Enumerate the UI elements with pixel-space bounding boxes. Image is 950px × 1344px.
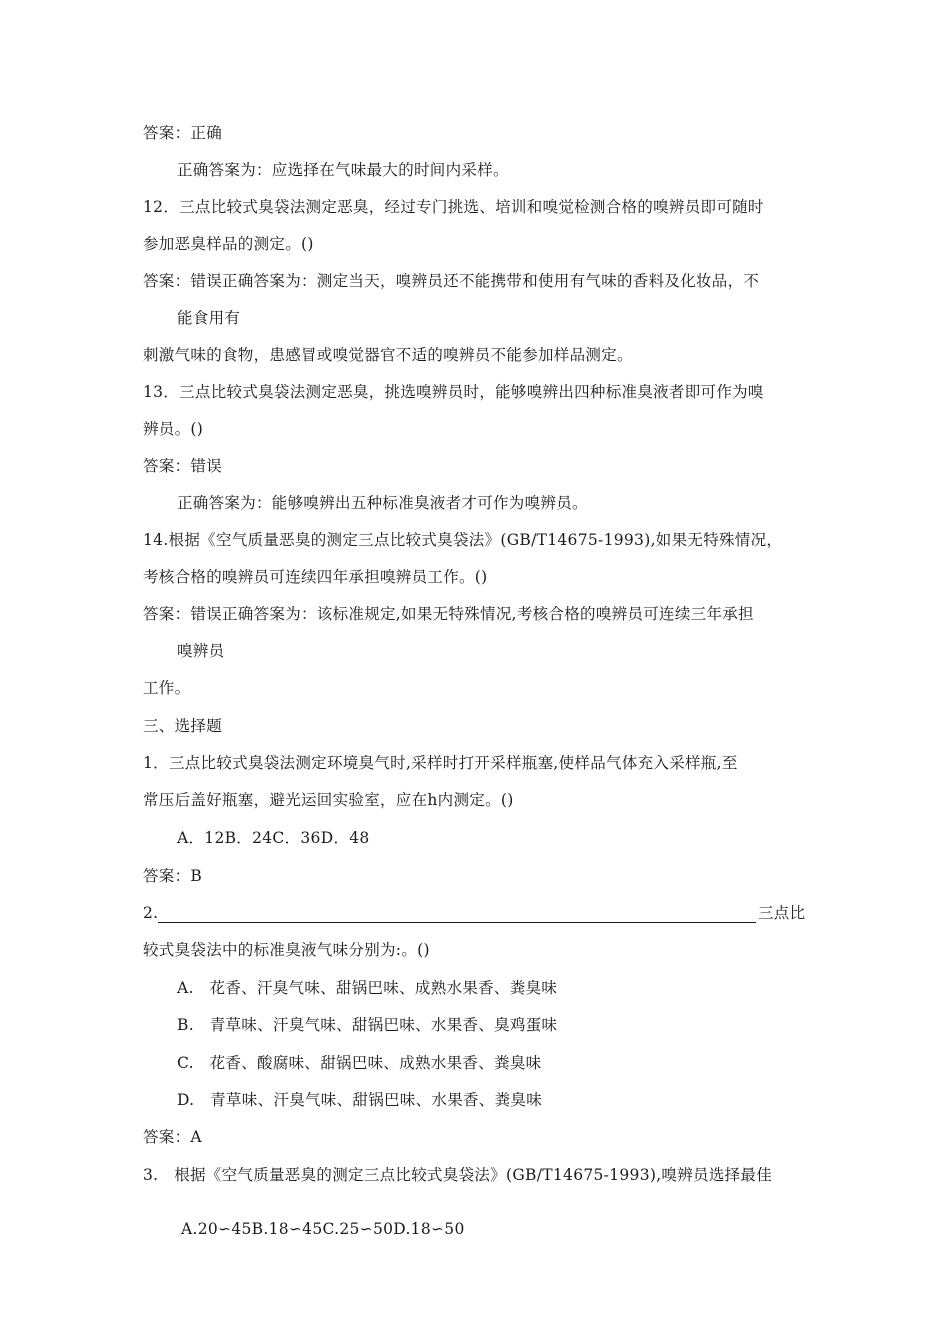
answer-line: 答案：A [143,1128,202,1146]
question-14-cont: 考核合格的嗅辨员可连续四年承担嗅辨员工作。() [143,568,488,586]
question-13: 13．三点比较式臭袋法测定恶臭，挑选嗅辨员时，能够嗅辨出四种标准臭液者即可作为嗅 [143,383,764,401]
question-2-cont: 较式臭袋法中的标准臭液气味分别为:。() [143,941,430,959]
question-2-text: 三点比 [758,904,806,922]
option-a: A. 花香、汗臭气味、甜锅巴味、成熟水果香、粪臭味 [177,979,558,997]
answer-line: 答案：错误正确答案为：测定当天，嗅辨员还不能携带和使用有气味的香料及化妆品，不 [143,272,760,290]
correct-answer-line: 正确答案为：能够嗅辨出五种标准臭液者才可作为嗅辨员。 [177,494,588,512]
option-c: C. 花香、酸腐味、甜锅巴味、成熟水果香、粪臭味 [177,1054,542,1072]
question-12-cont: 参加恶臭样品的测定。() [143,235,314,253]
answer-line-cont: 工作。 [143,679,191,697]
option-b: B. 青草味、汗臭气味、甜锅巴味、水果香、臭鸡蛋味 [177,1016,558,1034]
question-13-cont: 辨员。() [143,420,204,438]
answer-line-cont: 能食用有 [177,309,241,327]
option-d: D. 青草味、汗臭气味、甜锅巴味、水果香、粪臭味 [177,1091,543,1109]
question-3: 3. 根据《空气质量恶臭的测定三点比较式臭袋法》(GB/T14675-1993),嗅辨员选择最佳 [143,1166,773,1184]
question-1: 1．三点比较式臭袋法测定环境臭气时,采样时打开采样瓶塞,使样品气体充入采样瓶,至 [143,754,738,772]
answer-line: 答案：错误 [143,457,223,475]
question-12: 12．三点比较式臭袋法测定恶臭，经过专门挑选、培训和嗅觉检测合格的嗅辨员即可随时 [143,198,764,216]
question-1-cont: 常压后盖好瓶塞，避光运回实验室，应在h内测定。() [143,791,514,809]
question-3-options: A.20∽45B.18∽45C.25∽50D.18∽50 [181,1220,465,1238]
answer-line: 答案：B [143,867,203,885]
correct-answer-line: 正确答案为：应选择在气味最大的时间内采样。 [177,161,509,179]
answer-line-cont: 刺激气味的食物，患感冒或嗅觉器官不适的嗅辨员不能参加样品测定。 [143,346,633,364]
question-2-number: 2. [143,904,159,922]
answer-line: 答案：正确 [143,124,223,142]
question-14: 14.根据《空气质量恶臭的测定三点比较式臭袋法》(GB/T14675-1993),如果无特殊情况， [143,531,783,549]
fill-in-blank [158,922,756,923]
question-1-options: A．12B．24C．36D．48 [177,829,370,847]
section-heading: 三、选择题 [143,717,223,735]
answer-line: 答案：错误正确答案为：该标准规定,如果无特殊情况,考核合格的嗅辨员可连续三年承担 [143,605,754,623]
answer-line-cont: 嗅辨员 [177,642,225,660]
